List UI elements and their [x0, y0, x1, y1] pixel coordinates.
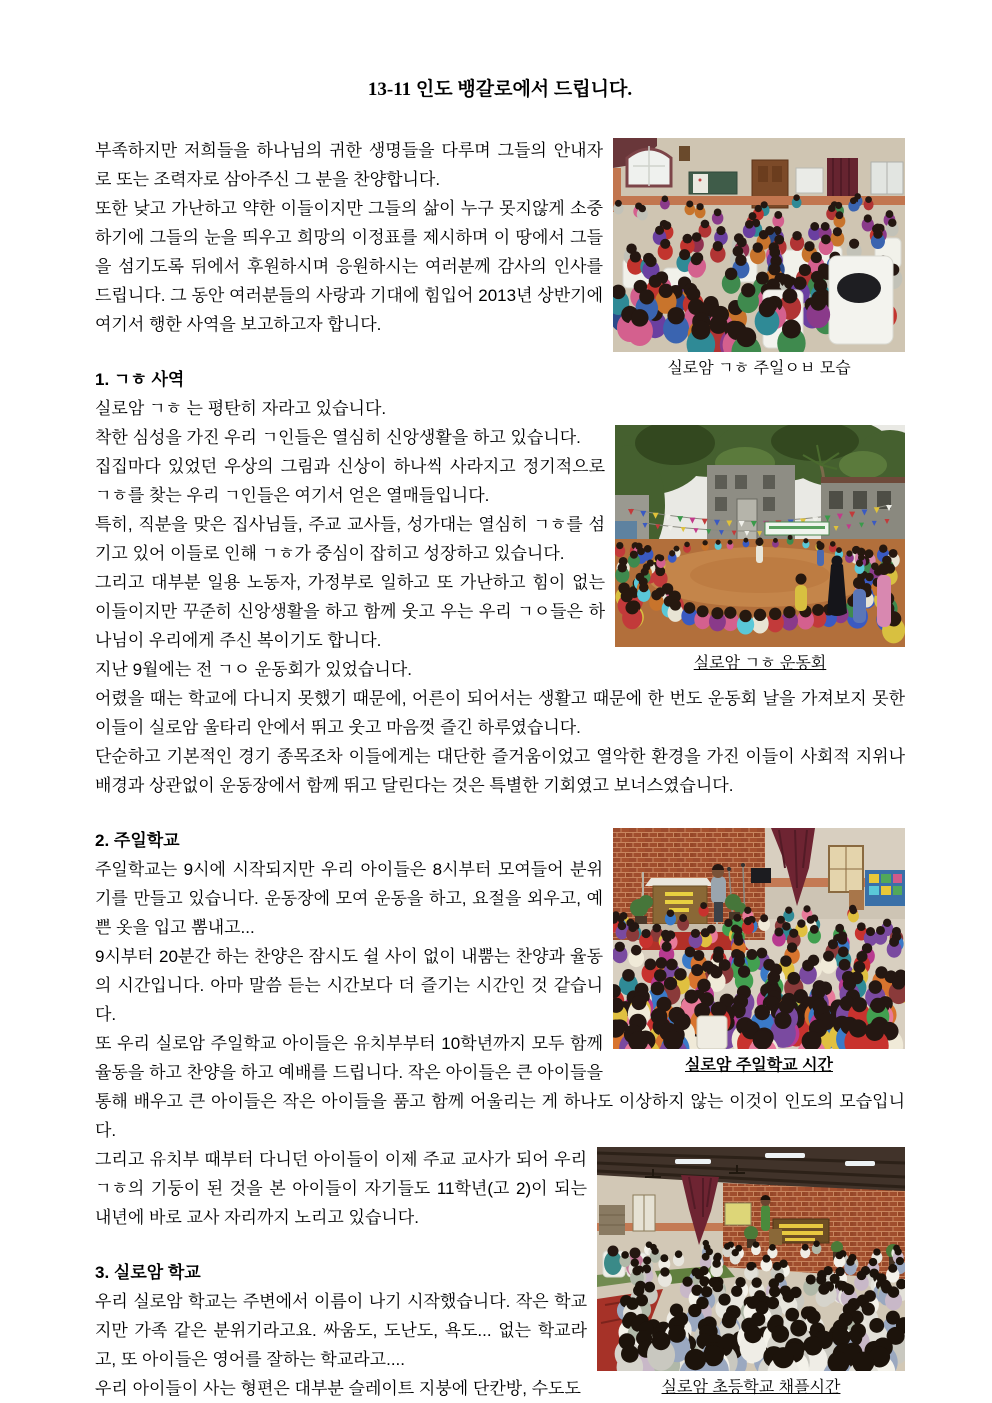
- section1-paragraph-6: 지난 9월에는 전 ㄱㅇ 운동회가 있었습니다.: [95, 660, 412, 679]
- photo-sports-day: [615, 425, 905, 674]
- photo-caption-text: 실로암 ㄱㅎ 운동회: [693, 655, 827, 672]
- section2-paragraph-1: 주일학교는 9시에 시작되지만 우리 아이들은 8시부터 모여들어 분위기를 만들고 있습니다. 운동장에 모여 운동을 하고, 요절을 외우고, 예쁜 옷을 입고 뽐내고...: [95, 860, 603, 937]
- photo-caption-sunday-worship: [613, 352, 905, 379]
- section1-paragraph-3: 집집마다 있었던 우상의 그림과 신상이 하나씩 사라지고 정기적으로 ㄱㅎ를 찾는 우리 ㄱ인들은 여기서 얻은 열매들입니다.: [95, 457, 605, 505]
- section2-paragraph-3: 또 우리 실로암 주일학교 아이들은 유치부부터 10학년까지 모두 함께 율동을 하고 찬양을 하고 예배를 드립니다. 작은 아이들은 큰 아이들을 통해 배우고 큰 아이들은 작은 아이들을 품고 함께 어울리는 게 하나도 이상하지 않는 이것이 인도의 모습입니다.: [95, 1034, 905, 1140]
- photo-sunday-school: [613, 828, 905, 1076]
- page-title: 13-11 인도 뱅갈로에서 드립니다.: [367, 79, 633, 100]
- section1-heading: 1. ㄱㅎ 사역: [95, 370, 185, 389]
- section2-heading-text: 2. 주일학교: [95, 831, 180, 850]
- photo-sunday-worship-image: [613, 138, 905, 352]
- section1-paragraph-2: 착한 심성을 가진 우리 ㄱ인들은 열심히 신앙생활을 하고 있습니다.: [95, 428, 581, 447]
- photo-caption-text: 실로암 주일학교 시간: [685, 1057, 833, 1074]
- section2-paragraph-2: 9시부터 20분간 하는 찬양은 잠시도 쉴 사이 없이 내뿜는 찬양과 율동의 시간입니다. 아마 말씀 듣는 시간보다 더 즐기는 시간인 것 같습니다.: [95, 947, 603, 1024]
- section1-paragraph-5: 그리고 대부분 일용 노동자, 가정부로 일하고 또 가난하고 힘이 없는 이들이지만 꾸준히 신앙생활을 하고 함께 웃고 우는 우리 ㄱㅇ들은 하나님이 우리에게 주신 복이기도 합니다.: [95, 573, 605, 650]
- photo-sports-day-image: [615, 425, 905, 647]
- photo-caption-text: 실로암 초등학교 채플시간: [661, 1379, 841, 1396]
- section3-heading: 3. 실로암 학교: [95, 1263, 201, 1282]
- section2-paragraph-4: 그리고 유치부 때부터 다니던 아이들이 이제 주교 교사가 되어 우리 ㄱㅎ의 기둥이 된 것을 본 아이들이 자기들도 11학년(고 2)이 되는 내년에 바로 교사 자리까지 노리고 있습니다.: [95, 1150, 587, 1227]
- intro-paragraph-1: 부족하지만 저희들을 하나님의 귀한 생명들을 다루며 그들의 안내자로 또는 조력자로 삼아주신 그 분을 찬양합니다.: [95, 141, 603, 189]
- photo-chapel-time: [597, 1147, 905, 1398]
- section1-paragraph-7: 어렸을 때는 학교에 다니지 못했기 때문에, 어른이 되어서는 생활고 때문에 한 번도 운동회 날을 가져보지 못한 이들이 실로암 울타리 안에서 뛰고 웃고 마음껏 즐긴 하루였습니다.: [95, 689, 905, 737]
- section1-paragraph-1: 실로암 ㄱㅎ 는 평탄히 자라고 있습니다.: [95, 399, 387, 418]
- photo-caption-text: 실로암 ㄱㅎ 주일ㅇㅂ 모습: [667, 360, 851, 377]
- photo-sunday-school-image: [613, 828, 905, 1049]
- intro-paragraph-2: 또한 낮고 가난하고 약한 이들이지만 그들의 삶이 누구 못지않게 소중하기에 그들의 눈을 띄우고 희망의 이정표를 제시하며 이 땅에서 그들을 섬기도록 뒤에서 후원하시며 응원하시는 여러분께 감사의 인사를 드립니다. 그 동안 여러분들의 사랑과 기대에 힘입어 2013년 상반기에 여기서 행한 사역을 보고하고자 합니다.: [95, 199, 603, 334]
- photo-sunday-worship: [613, 138, 905, 379]
- photo-caption-sunday-school: [613, 1049, 905, 1076]
- section1-paragraph-4: 특히, 직분을 맞은 집사님들, 주교 교사들, 성가대는 열심히 ㄱㅎ를 섬기고 있어 이들로 인해 ㄱㅎ가 중심이 잡히고 성장하고 있습니다.: [95, 515, 605, 563]
- section1-paragraph-8: 단순하고 기본적인 경기 종목조차 이들에게는 대단한 즐거움이었고 열악한 환경을 가진 이들이 사회적 지위나 배경과 상관없이 운동장에서 함께 뛰고 달린다는 것은 특별한 기회였고 보너스였습니다.: [95, 747, 905, 795]
- photo-chapel-time-image: [597, 1147, 905, 1371]
- photo-caption-chapel-time: [597, 1371, 905, 1398]
- section3-paragraph-1: 우리 실로암 학교는 주변에서 이름이 나기 시작했습니다. 작은 학교지만 가족 같은 분위기라고요. 싸움도, 도난도, 욕도... 없는 학교라고, 또 아이들은 영어를 잘하는 학교라고....: [95, 1292, 587, 1369]
- section3-paragraph-2: 우리 아이들이 사는 형편은 대부분 슬레이트 지붕에 단칸방, 수도도: [95, 1379, 581, 1398]
- photo-caption-sports-day: [615, 647, 905, 674]
